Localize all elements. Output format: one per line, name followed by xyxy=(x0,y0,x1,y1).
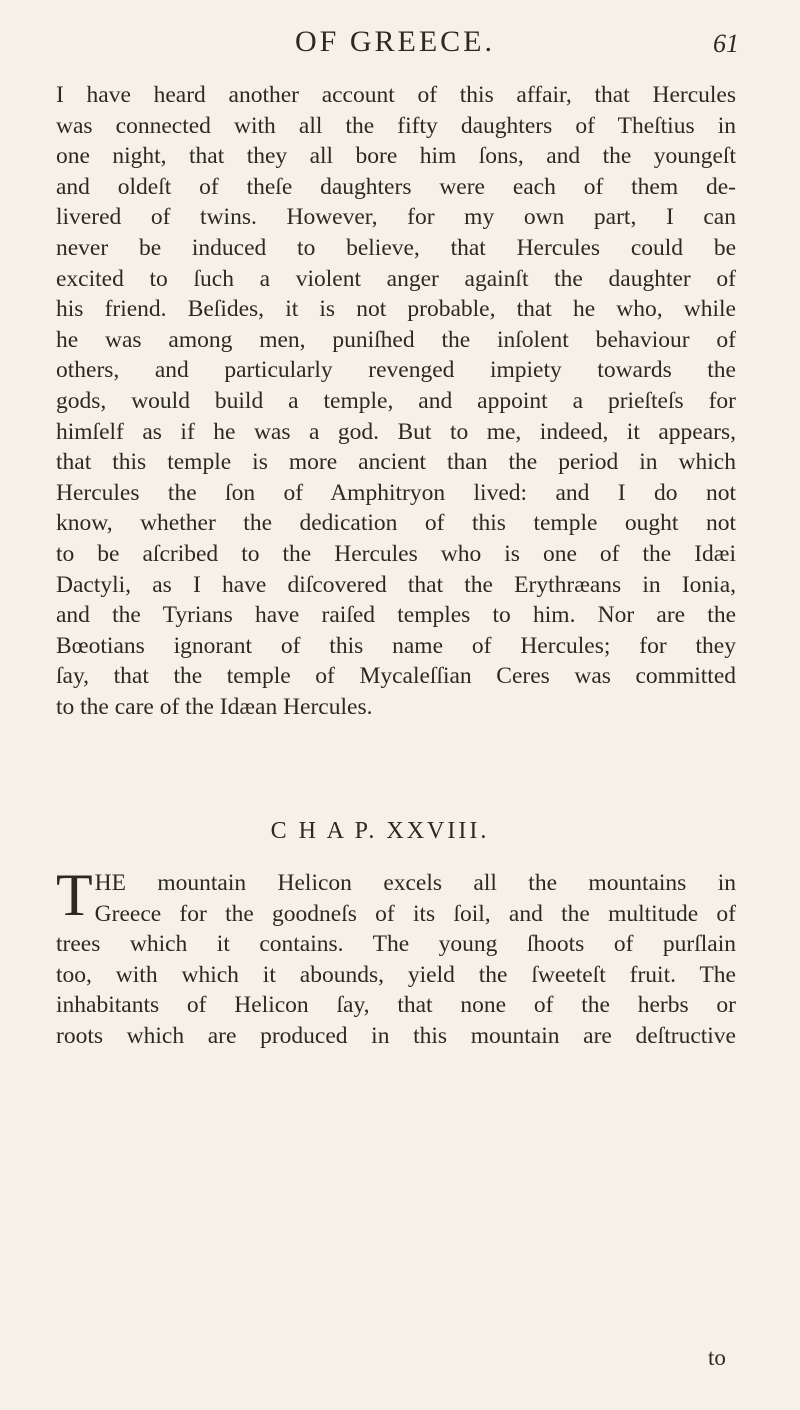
text-line: roots which are produced in this mountain are deſtructive xyxy=(56,1022,736,1049)
text-line: to be aſcribed to the Hercules who is one of the Idæi xyxy=(56,540,736,567)
paragraph-2 xyxy=(56,862,736,1052)
text-line: ſay, that the temple of Mycaleſſian Ceres was committed xyxy=(56,663,736,690)
text-line: livered of twins. However, for my own part, I can xyxy=(56,204,736,231)
text-line: excited to ſuch a violent anger againſt the daughter of xyxy=(56,265,736,292)
chapter-heading: C H A P. XXVIII. xyxy=(270,818,490,844)
text-line: never be induced to believe, that Hercules could be xyxy=(56,234,736,261)
running-head: OF GREECE. xyxy=(295,25,496,58)
text-line: gods, would build a temple, and appoint a prieſteſs for xyxy=(56,387,736,414)
page-header xyxy=(0,22,800,62)
text-line: Dactyli, as I have diſcovered that the Erythræans in Ionia, xyxy=(56,571,736,598)
drop-cap: T xyxy=(56,862,93,928)
catchword: to xyxy=(708,1345,726,1370)
text-line: and the Tyrians have raiſed temples to him. Nor are the xyxy=(56,602,736,629)
text-line: HE mountain Helicon excels all the mountains in xyxy=(94,870,736,896)
text-line: was connected with all the fifty daughters of Theſtius in xyxy=(56,112,736,139)
text-line: too, with which it abounds, yield the ſweeteſt fruit. The xyxy=(56,961,736,988)
text-line: Hercules the ſon of Amphitryon lived: and I do not xyxy=(56,479,736,506)
text-line: Bœotians ignorant of this name of Hercules; for they xyxy=(56,632,736,659)
text-line: one night, that they all bore him ſons, and the youngeſt xyxy=(56,143,736,170)
text-line: Greece for the goodneſs of its ſoil, and the multitude of xyxy=(94,900,736,927)
page-number: 61 xyxy=(713,29,739,58)
text-line: he was among men, puniſhed the inſolent behaviour of xyxy=(56,326,736,353)
text-line: others, and particularly revenged impiety towards the xyxy=(56,357,736,384)
text-line: and oldeſt of theſe daughters were each of them de- xyxy=(56,173,736,200)
text-line: inhabitants of Helicon ſay, that none of the herbs or xyxy=(56,992,736,1019)
text-line: that this temple is more ancient than the period in which xyxy=(56,449,736,476)
paragraph-1 xyxy=(56,80,736,722)
text-line: his friend. Beſides, it is not probable, that he who, while xyxy=(56,296,736,323)
text-line: himſelf as if he was a god. But to me, indeed, it appears, xyxy=(56,418,736,445)
text-line: trees which it contains. The young ſhoots of purſlain xyxy=(56,931,736,958)
text-line: I have heard another account of this affair, that Hercules xyxy=(56,82,736,108)
text-line: know, whether the dedication of this temple ought not xyxy=(56,510,736,537)
text-line: to the care of the Idæan Hercules. xyxy=(56,693,373,720)
